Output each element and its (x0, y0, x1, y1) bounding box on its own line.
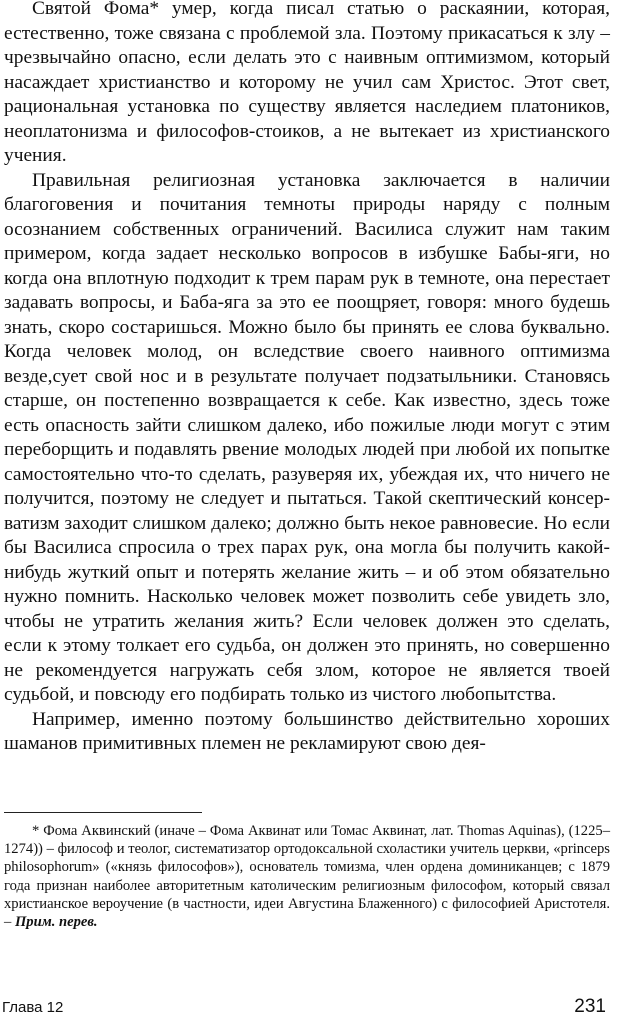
page-footer (2, 996, 606, 1018)
page-number: 231 (574, 996, 606, 1017)
footnote-divider (4, 812, 202, 813)
paragraph-1: Святой Фома* умер, когда писал статью о раскаянии, которая, естественно, тоже связана с проблемой зла. Поэтому прикасаться к злу – чрезвычайно опасно, если делать это с наивным оптимизмом, который насаждает христианство и которому не учил сам Христос. Этот свет, рациональная установка по существу является наследием платоников, неоплатонизма и философов-стоиков, а не вытекает из христианского учения. (4, 0, 610, 166)
footnote-text: * Фома Аквинский (иначе – Фома Аквинат или Томас Аквинат, лат. Thomas Aquinas), (1225–1274)) – философ и теолог, систематизатор ортодоксальной схоластики учитель церкви, «princeps philosophorum» («князь философов»), основатель томизма, член ордена доминиканцев; с 1879 года признан наиболее авторитетным католическим религиозным философом, который связал христианское вероучение (в частности, идеи Августина Блаженного) с философией Аристотеля. – (4, 823, 610, 931)
paragraph-3: Например, именно поэтому большинство действительно хороших шаманов примитивных племен не рекламируют свою дея- (4, 708, 610, 754)
chapter-label: Глава 12 (2, 999, 64, 1016)
translator-note: Прим. перев. (14, 914, 98, 931)
paragraph-2: Правильная религиозная установка заключается в наличии благоговения и почитания темноты природы наряду с полным осознанием собственных ограничений. Василиса служит нам таким примером, когда задает несколько вопросов в избушке Бабы-яги, но когда она вплотную подходит к трем парам рук в темноте, она перестает задавать вопросы, и Баба-яга за это ее поощряет, говоря: много будешь знать, скоро состаришься. Можно было бы принять ее слова буквально. Когда человек молод, он вследствие своего наивного оптимизма везде,сует свой нос и в результате получает подзатыльники. Становясь старше, он постепенно возвращается к себе. Как известно, здесь тоже есть опасность зайти слишком далеко, ибо пожилые люди могут с этим переборщить и подавлять рвение молодых людей при любой их попытке самостоятельно что-то сделать, разуверяя их, убеждая их, что ничего не получится, поэтому не следует и пытаться. Такой скептический консерватизм заходит слишком далеко; должно быть некое равновесие. Но если бы Василиса спросила о трех парах рук, она могла бы получить какой-нибудь жуткий опыт и потерять желание жить – и об этом обязательно нужно помнить. Насколько человек может позволить себе увидеть зло, чтобы не утратить желания жить? Если человек должен это сделать, если к этому толкает его судьба, он должен это принять, но совершенно не рекомендуется нагружать себя злом, которое не является твоей судьбой, и повсюду его подбирать только из чистого любопытства. (4, 169, 610, 705)
footnote (4, 822, 610, 931)
main-text (4, 0, 610, 757)
